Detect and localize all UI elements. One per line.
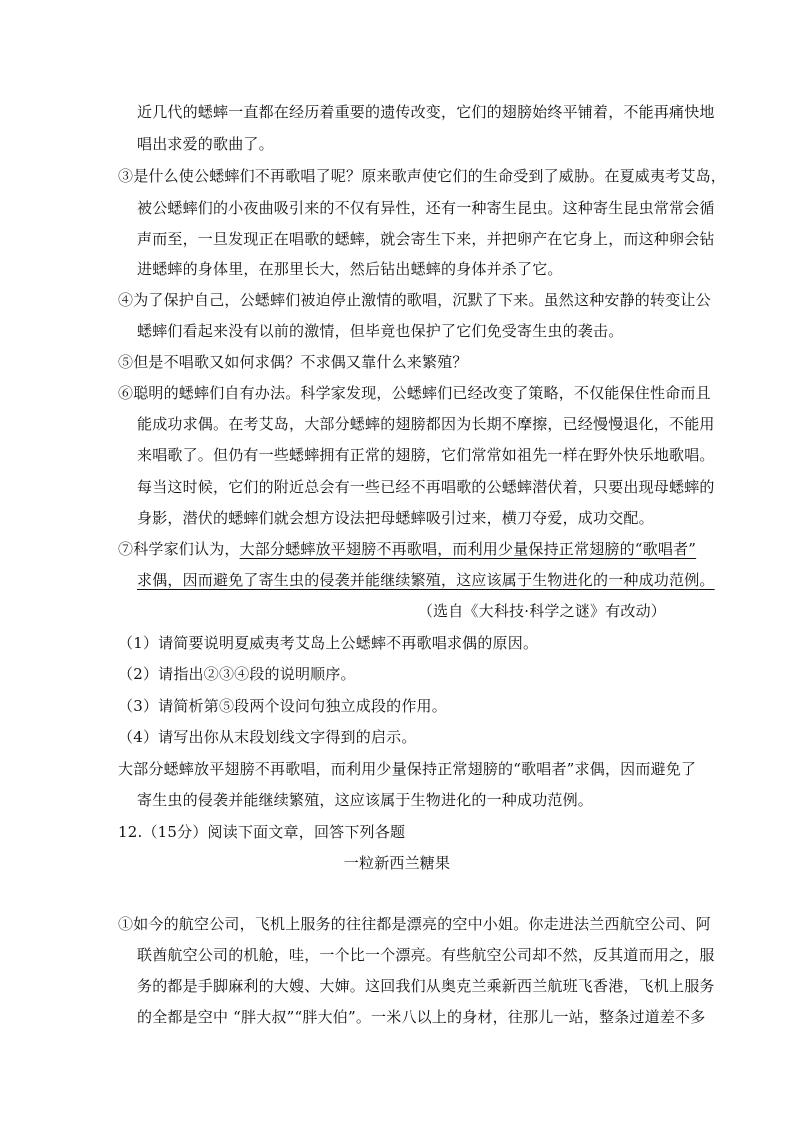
text-line: 唱出求爱的歌曲了。: [137, 135, 274, 153]
question-item: （2）请指出②③④段的说明顺序。: [118, 665, 356, 683]
source-citation: （选自《大科技·科学之谜》有改动）: [417, 602, 666, 620]
text-line: 近几代的蟋蟀一直都在经历着重要的遗传改变，它们的翅膀始终平铺着，不能再痛快地: [137, 103, 715, 121]
paragraph-7-line: [118, 539, 696, 559]
underlined-text: 大部分蟋蟀放平翅膀不再歌唱，而利用少量保持正常翅膀的“歌唱者”: [239, 540, 697, 558]
text-line: 蟋蟀们看起来没有以前的激情，但毕竟也保护了它们免受寄生虫的袭击。: [137, 322, 624, 340]
paragraph-7-lead: ⑦科学家们认为，: [118, 540, 240, 558]
paragraph-6-line: ⑥聪明的蟋蟀们自有办法。科学家发现，公蟋蟀们已经改变了策略，不仅能保住性命而且: [118, 384, 711, 402]
article-title: 一粒新西兰糖果: [343, 854, 451, 872]
text-line: 每当这时候，它们的附近总会有一些已经不再唱歌的公蟋蟀潜伏着，只要出现母蟋蟀的: [137, 478, 715, 496]
text-line: 来唱歌了。但仍有一些蟋蟀拥有正常的翅膀，它们常常如祖先一样在野外快乐地歌唱。: [137, 446, 715, 464]
text-line: 身影，潜伏的蟋蟀们就会想方设法把母蟋蟀吸引过来，横刀夺爱，成功交配。: [137, 509, 654, 527]
article-line: 的全都是空中 “胖大叔”“胖大伯”。一米八以上的身材，往那儿一站，整条过道差不多: [137, 1008, 706, 1026]
question-item: （3）请简析第⑤段两个设问句独立成段的作用。: [118, 697, 447, 715]
paragraph-3-line: ③是什么使公蟋蟀们不再歌唱了呢？原来歌声使它们的生命受到了威胁。在夏威夷考艾岛，: [118, 167, 727, 185]
question-item: （4）请写出你从末段划线文字得到的启示。: [118, 728, 417, 746]
paragraph-4-line: ④为了保护自己，公蟋蟀们被迫停止激情的歌唱，沉默了下来。虽然这种安静的转变让公: [118, 291, 711, 309]
text-line: 声而至，一旦发现正在唱歌的蟋蟀，就会寄生下来，并把卵产在它身上，而这种卵会钻: [137, 230, 715, 248]
answer-text: 寄生虫的侵袭并能继续繁殖，这应该属于生物进化的一种成功范例。: [137, 791, 594, 809]
article-line: ①如今的航空公司，飞机上服务的往往都是漂亮的空中小姐。你走进法兰西航空公司、阿: [118, 915, 711, 933]
article-line: 联酋航空公司的机舱，哇，一个比一个漂亮。有些航空公司却不然，反其道而用之，服: [137, 946, 715, 964]
answer-text: 大部分蟋蟀放平翅膀不再歌唱，而利用少量保持正常翅膀的“歌唱者”求偶，因而避免了: [118, 760, 697, 778]
text-line: 被公蟋蟀们的小夜曲吸引来的不仅有异性，还有一种寄生昆虫。这种寄生昆虫常常会循: [137, 199, 715, 217]
underlined-text: 求偶，因而避免了寄生虫的侵袭并能继续繁殖，这应该属于生物进化的一种成功范例。: [137, 571, 715, 589]
question-item: （1）请简要说明夏威夷考艾岛上公蟋蟀不再歌唱求偶的原因。: [118, 634, 539, 652]
text-line: 进蟋蟀的身体里，在那里长大，然后钻出蟋蟀的身体并杀了它。: [137, 260, 563, 278]
text-line: 能成功求偶。在考艾岛，大部分蟋蟀的翅膀都因为长期不摩擦，已经慢慢退化，不能用: [137, 415, 715, 433]
article-line: 务的都是手脚麻利的大嫂、大婶。这回我们从奥克兰乘新西兰航班飞香港，飞机上服务: [137, 977, 715, 995]
paragraph-5-line: ⑤但是不唱歌又如何求偶？不求偶又靠什么来繁殖？: [118, 353, 468, 371]
question-12-heading: 12.（15分）阅读下面文章，回答下列各题: [118, 823, 406, 841]
